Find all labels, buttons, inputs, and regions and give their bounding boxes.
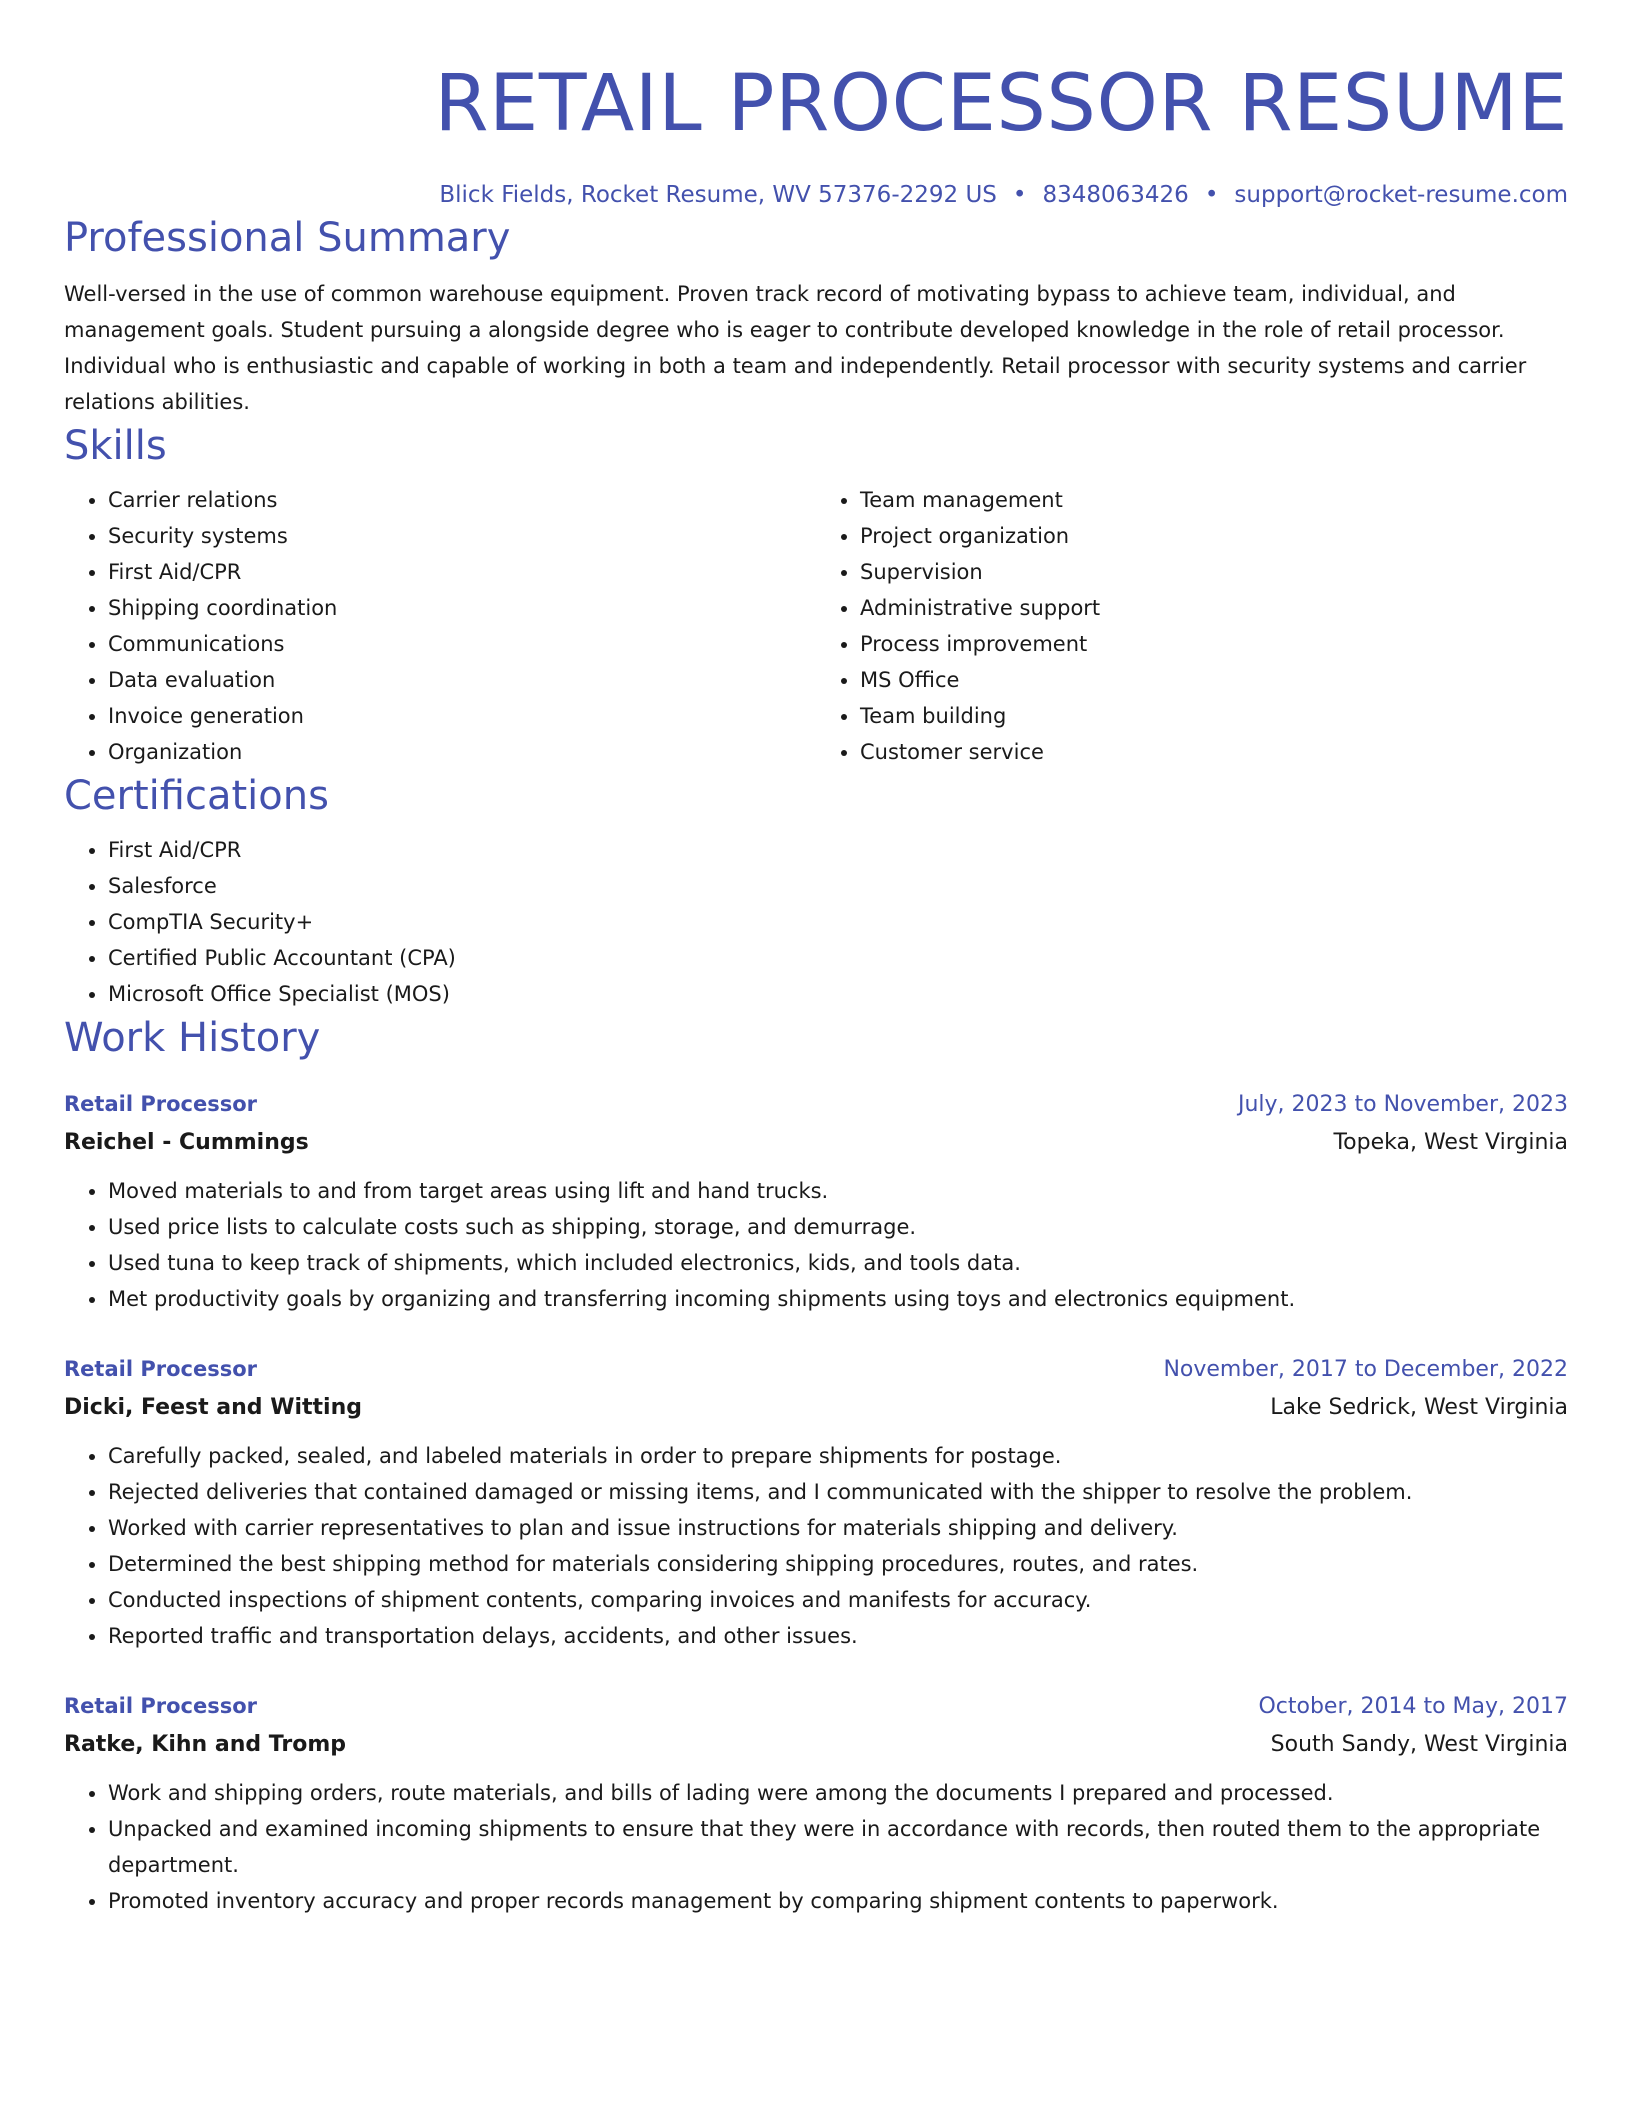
summary-text: Well-versed in the use of common warehouse equipment. Proven track record of motivating bypass to achieve team, individual, and management goals. Student pursuing a alongside degree who is eager to contribute developed knowledge in the role of retail processor. Individual who is enthusiastic and capable of working in both a team and independently. Retail processor with security systems and carrier relations abilities. (64, 282, 1527, 414)
skill-item: • Communications (108, 626, 816, 662)
certification-item: • Salesforce (108, 868, 1568, 904)
job-title: Retail Processor (64, 1694, 257, 1718)
skills-heading: Skills (64, 423, 167, 469)
contact-phone[interactable]: 8348063426 (1042, 182, 1189, 208)
skill-item: • Team building (860, 698, 1568, 734)
contact-email[interactable]: support@rocket-resume.com (1234, 182, 1568, 208)
skill-item: • Project organization (860, 518, 1568, 554)
job-entry (64, 1688, 1568, 1919)
job-dates: July, 2023 to November, 2023 (1237, 1092, 1568, 1117)
job-dates: November, 2017 to December, 2022 (1163, 1357, 1568, 1382)
skill-item: • Supervision (860, 554, 1568, 590)
skill-item: • Process improvement (860, 626, 1568, 662)
job-bullet: • Determined the best shipping method for materials considering shipping procedures, routes, and rates. (108, 1546, 1568, 1582)
job-company: Reichel - Cummings (64, 1130, 309, 1155)
skill-item: • Invoice generation (108, 698, 816, 734)
summary-heading: Professional Summary (64, 215, 511, 261)
skill-item: • Carrier relations (108, 482, 816, 518)
job-bullet: • Conducted inspections of shipment contents, comparing invoices and manifests for accuracy. (108, 1582, 1568, 1618)
work-history-heading: Work History (64, 1015, 321, 1061)
job-bullet: • Used price lists to calculate costs such as shipping, storage, and demurrage. (108, 1209, 1568, 1245)
job-bullets (64, 1775, 1568, 1919)
job-company-row (64, 1388, 1568, 1428)
job-bullet: • Worked with carrier representatives to plan and issue instructions for materials shipping and delivery. (108, 1510, 1568, 1546)
job-bullet: • Used tuna to keep track of shipments, which included electronics, kids, and tools data. (108, 1245, 1568, 1281)
certification-item: • Certified Public Accountant (CPA) (108, 940, 1568, 976)
job-bullet: • Rejected deliveries that contained damaged or missing items, and I communicated with the shipper to resolve the problem. (108, 1474, 1568, 1510)
contact-address: Blick Fields, Rocket Resume, WV 57376-2292 US (439, 182, 997, 208)
skill-item: • MS Office (860, 662, 1568, 698)
contact-separator: • (1012, 182, 1027, 208)
certifications-list (64, 832, 1568, 1012)
contact-separator: • (1204, 182, 1219, 208)
job-company: Ratke, Kihn and Tromp (64, 1732, 346, 1757)
certifications-heading: Certifications (64, 773, 329, 819)
job-header-row (64, 1351, 1568, 1388)
job-location: Topeka, West Virginia (1333, 1130, 1568, 1155)
job-company-row (64, 1725, 1568, 1765)
job-entry (64, 1086, 1568, 1317)
job-company-row (64, 1123, 1568, 1163)
job-header-row (64, 1086, 1568, 1123)
skill-item: • Organization (108, 734, 816, 770)
job-bullet: • Reported traffic and transportation delays, accidents, and other issues. (108, 1618, 1568, 1654)
job-bullet: • Moved materials to and from target areas using lift and hand trucks. (108, 1173, 1568, 1209)
skills-list-left (64, 482, 816, 770)
job-title: Retail Processor (64, 1092, 257, 1116)
job-bullet: • Promoted inventory accuracy and proper records management by comparing shipment contents to paperwork. (108, 1883, 1568, 1919)
skill-item: • Security systems (108, 518, 816, 554)
skill-item: • Data evaluation (108, 662, 816, 698)
certification-item: • First Aid/CPR (108, 832, 1568, 868)
job-header-row (64, 1688, 1568, 1725)
skill-item: • Administrative support (860, 590, 1568, 626)
job-dates: October, 2014 to May, 2017 (1258, 1694, 1568, 1719)
job-location: Lake Sedrick, West Virginia (1270, 1395, 1568, 1420)
skills-list-right (816, 482, 1568, 770)
skill-item: • Shipping coordination (108, 590, 816, 626)
skills-grid (64, 482, 1568, 770)
job-bullets (64, 1438, 1568, 1654)
job-location: South Sandy, West Virginia (1270, 1732, 1568, 1757)
certification-item: • CompTIA Security+ (108, 904, 1568, 940)
job-bullets (64, 1173, 1568, 1317)
job-title: Retail Processor (64, 1357, 257, 1381)
certification-item: • Microsoft Office Specialist (MOS) (108, 976, 1568, 1012)
contact-line (64, 178, 1568, 212)
job-bullet: • Unpacked and examined incoming shipments to ensure that they were in accordance with records, then routed them to the appropriate department. (108, 1811, 1568, 1883)
job-company: Dicki, Feest and Witting (64, 1395, 362, 1420)
job-entry (64, 1351, 1568, 1654)
job-bullet: • Carefully packed, sealed, and labeled materials in order to prepare shipments for postage. (108, 1438, 1568, 1474)
job-bullet: • Work and shipping orders, route materials, and bills of lading were among the documents I prepared and processed. (108, 1775, 1568, 1811)
resume-title: RETAIL PROCESSOR RESUME (434, 59, 1568, 149)
skill-item: • First Aid/CPR (108, 554, 816, 590)
skill-item: • Team management (860, 482, 1568, 518)
skill-item: • Customer service (860, 734, 1568, 770)
job-bullet: • Met productivity goals by organizing and transferring incoming shipments using toys and electronics equipment. (108, 1281, 1568, 1317)
resume-page (64, 0, 1568, 1919)
